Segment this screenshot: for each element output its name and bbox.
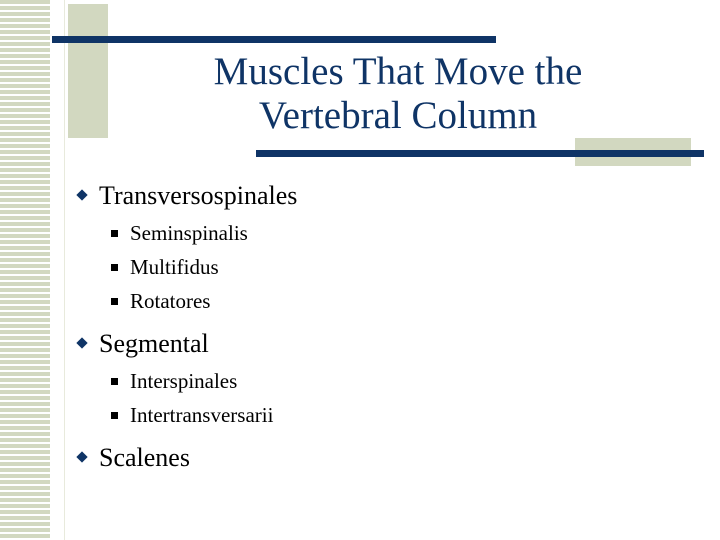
accent-block-top-left bbox=[68, 4, 108, 138]
diamond-bullet-icon bbox=[76, 451, 87, 462]
bullet-item bbox=[70, 440, 690, 478]
sub-bullet-label: Rotatores bbox=[130, 289, 211, 313]
sub-bullet-label: Interspinales bbox=[130, 369, 238, 393]
diamond-bullet-icon bbox=[76, 337, 87, 348]
title-rule-top bbox=[52, 36, 496, 43]
sub-bullet-list bbox=[70, 364, 690, 440]
bullet-item bbox=[70, 326, 690, 364]
square-bullet-icon bbox=[111, 298, 118, 305]
striped-decoration bbox=[0, 0, 50, 540]
bullet-list bbox=[70, 178, 690, 478]
decorative-line bbox=[64, 0, 65, 540]
title-rule-bottom bbox=[256, 150, 704, 157]
slide-title-line-2: Vertebral Column bbox=[258, 94, 538, 137]
slide-title-line-1: Muscles That Move the bbox=[213, 50, 583, 93]
square-bullet-icon bbox=[111, 230, 118, 237]
sub-bullet-item bbox=[70, 218, 690, 252]
bullet-label: Segmental bbox=[99, 329, 209, 358]
square-bullet-icon bbox=[111, 264, 118, 271]
bullet-item bbox=[70, 178, 690, 216]
sub-bullet-item bbox=[70, 366, 690, 400]
sub-bullet-item bbox=[70, 252, 690, 286]
sub-bullet-list bbox=[70, 216, 690, 326]
square-bullet-icon bbox=[111, 412, 118, 419]
bullet-label: Scalenes bbox=[99, 443, 190, 472]
sub-bullet-label: Seminspinalis bbox=[130, 221, 248, 245]
bullet-label: Transversospinales bbox=[99, 181, 298, 210]
sub-bullet-label: Multifidus bbox=[130, 255, 219, 279]
sub-bullet-label: Intertransversarii bbox=[130, 403, 274, 427]
square-bullet-icon bbox=[111, 378, 118, 385]
sub-bullet-item bbox=[70, 400, 690, 434]
slide-title bbox=[160, 50, 636, 138]
sub-bullet-item bbox=[70, 286, 690, 320]
diamond-bullet-icon bbox=[76, 189, 87, 200]
